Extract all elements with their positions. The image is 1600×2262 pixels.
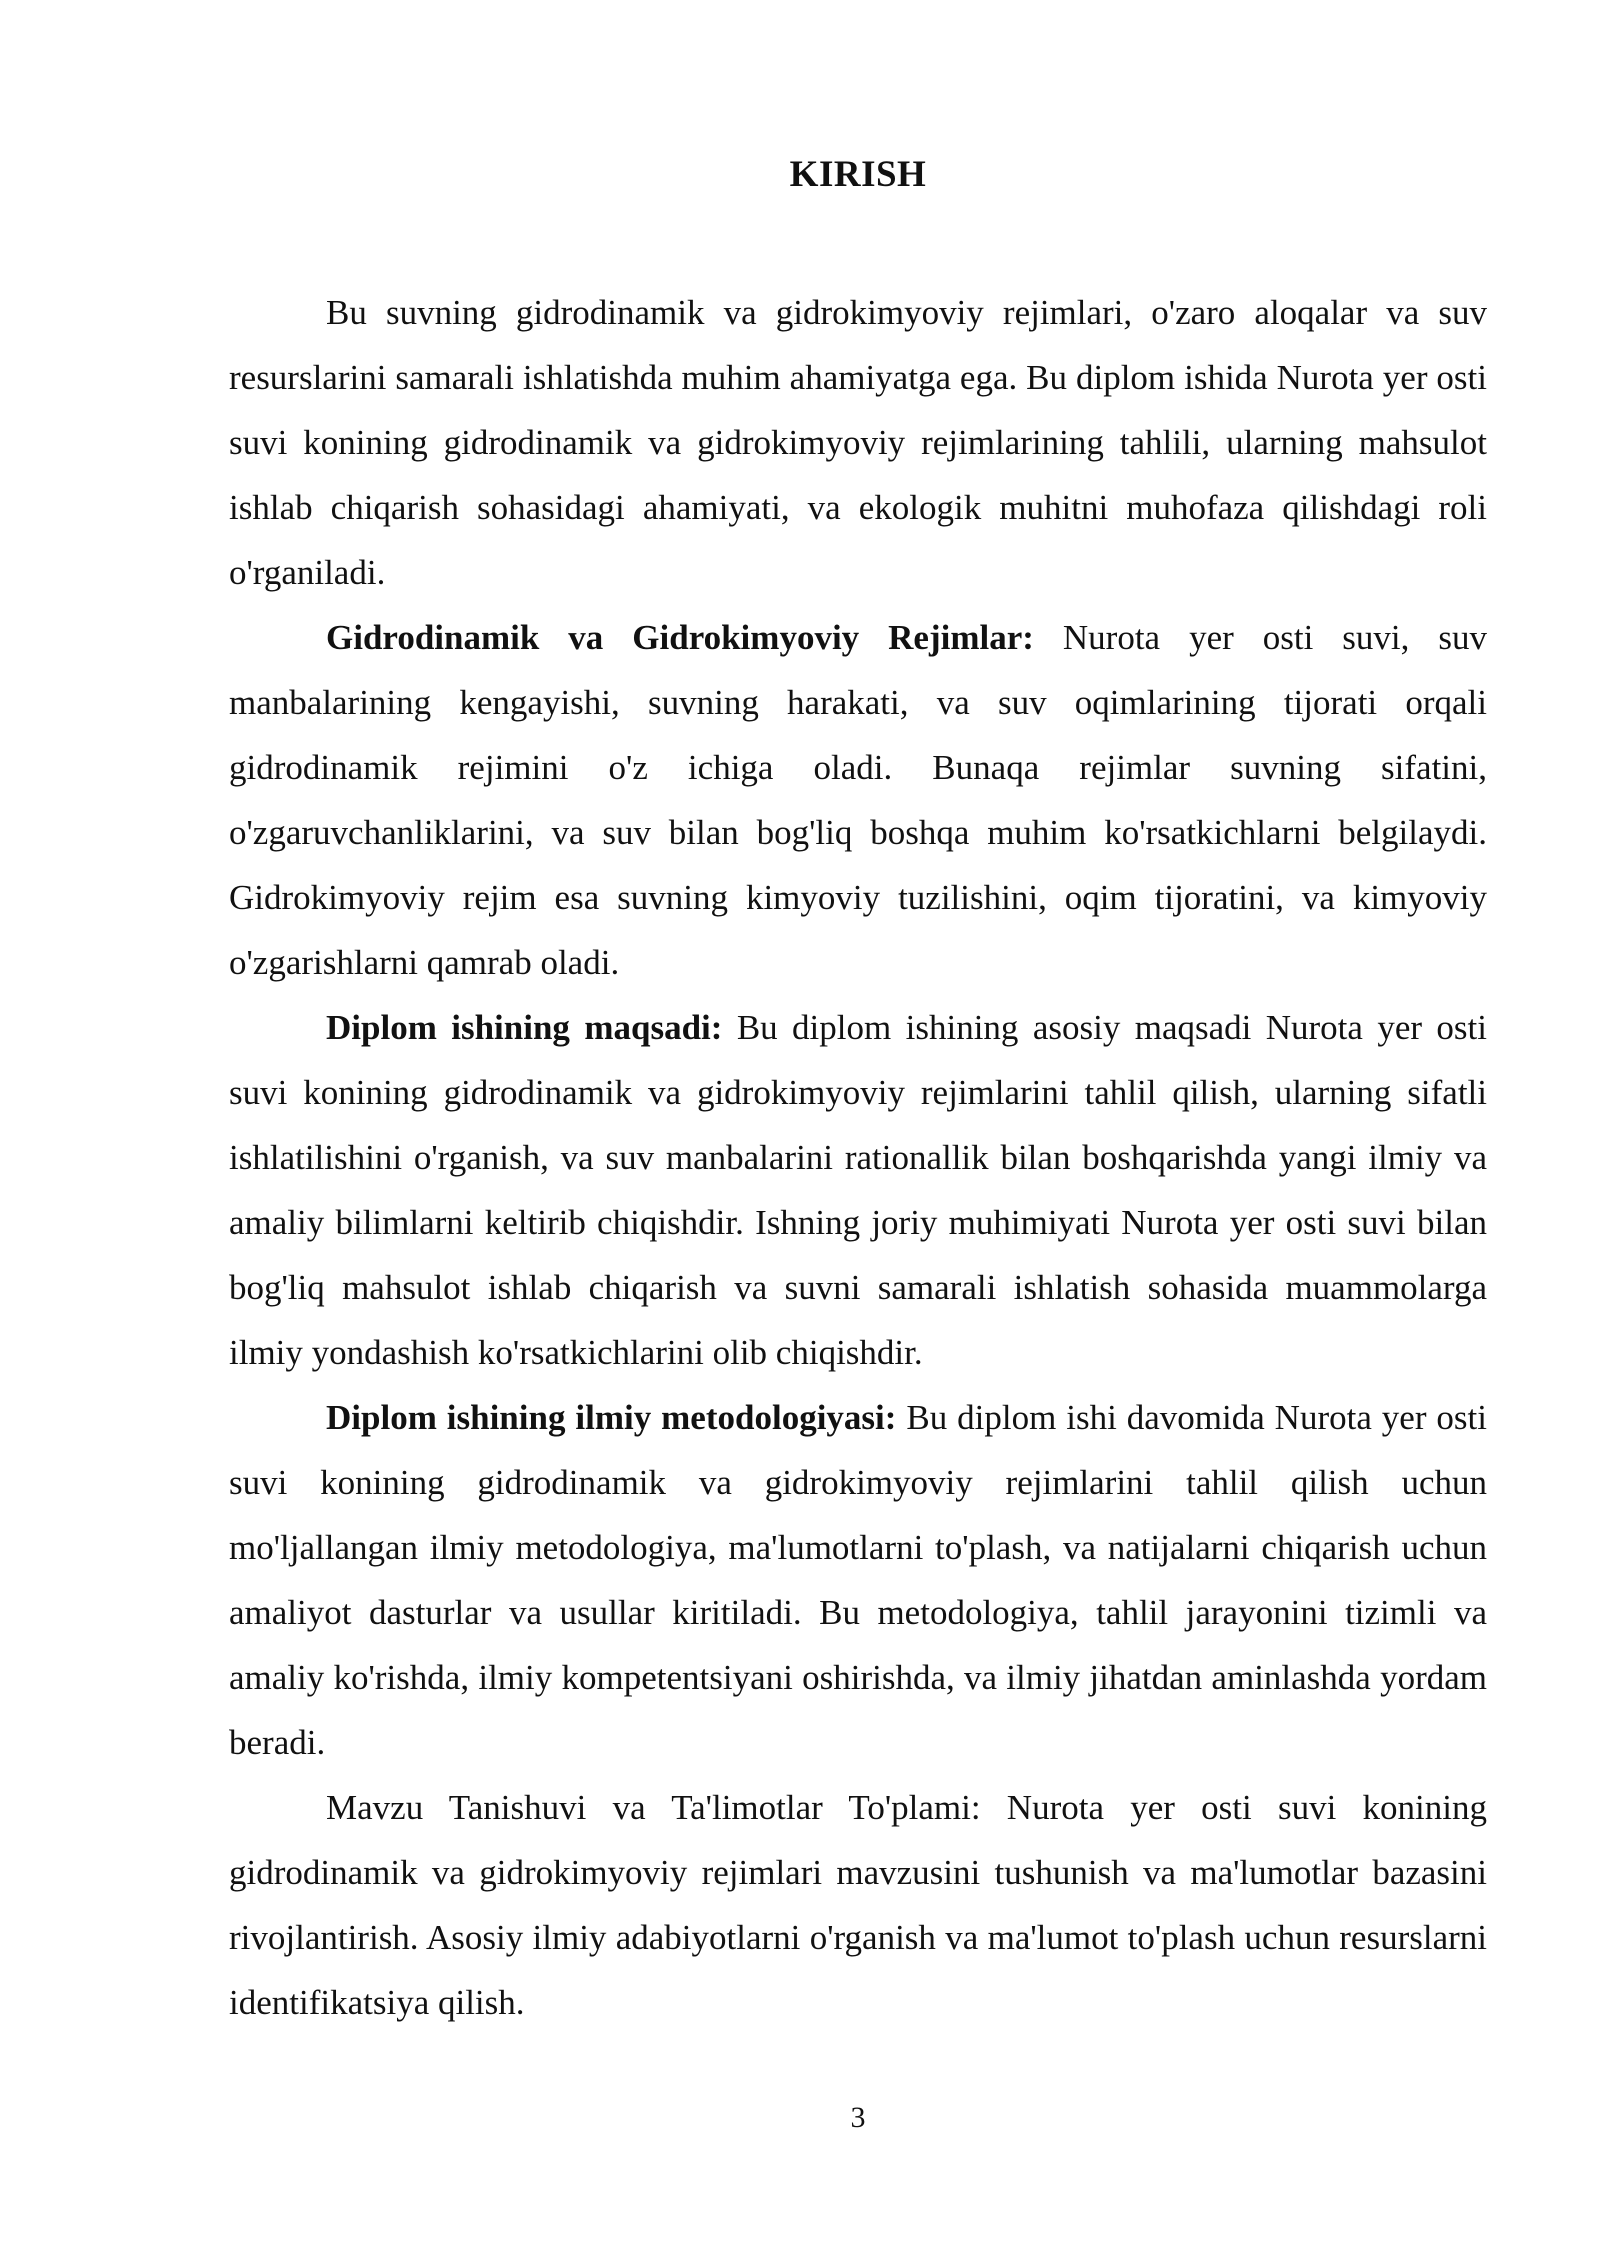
paragraph-lead: Diplom ishining ilmiy metodologiyasi: — [326, 1398, 897, 1437]
paragraph-text: Mavzu Tanishuvi va Ta'limotlar To'plami: Nurota yer osti suvi konining gidrodinamik va gidrokimyoviy rejimlari mavzusini tushunish va ma'lumotlar bazasini rivojlantirish. Asosiy ilmiy adabiyotlarni o'rganish va ma'lumot to'plash uchun resurslarni identifikatsiya qilish. — [229, 1788, 1487, 2022]
paragraph-intro — [229, 280, 1487, 605]
paragraph-topic — [229, 1775, 1487, 2035]
paragraph-text: Nurota yer osti suvi, suv manbalarining kengayishi, suvning harakati, va suv oqimlarining tijorati orqali gidrodinamik rejimini o'z ichiga oladi. Bunaqa rejimlar suvning sifatini, o'zgaruvchanliklarini, va suv bilan bog'liq boshqa muhim ko'rsatkichlarni belgilaydi. Gidrokimyoviy rejim esa suvning kimyoviy tuzilishini, oqim tijoratini, va kimyoviy o'zgarishlarni qamrab oladi. — [229, 618, 1487, 982]
paragraph-goal — [229, 995, 1487, 1385]
body-text — [229, 280, 1487, 2035]
page-title: KIRISH — [789, 154, 927, 195]
paragraph-methodology — [229, 1385, 1487, 1775]
paragraph-text: Bu diplom ishining asosiy maqsadi Nurota yer osti suvi konining gidrodinamik va gidrokimyoviy rejimlarini tahlil qilish, ularning sifatli ishlatilishini o'rganish, va suv manbalarini rationallik bilan boshqarishda yangi ilmiy va amaliy bilimlarni keltirib chiqishdir. Ishning joriy muhimiyati Nurota yer osti suvi bilan bog'liq mahsulot ishlab chiqarish va suvni samarali ishlatish sohasida muammolarga ilmiy yondashish ko'rsatkichlarini olib chiqishdir. — [229, 1008, 1487, 1372]
paragraph-text: Bu suvning gidrodinamik va gidrokimyoviy rejimlari, o'zaro aloqalar va suv resurslarini samarali ishlatishda muhim ahamiyatga ega. Bu diplom ishida Nurota yer osti suvi konining gidrodinamik va gidrokimyoviy rejimlarining tahlili, ularning mahsulot ishlab chiqarish sohasidagi ahamiyati, va ekologik muhitni muhofaza qilishdagi roli o'rganiladi. — [229, 293, 1487, 592]
page-number: 3 — [850, 2101, 866, 2134]
paragraph-lead: Gidrodinamik va Gidrokimyoviy Rejimlar: — [326, 618, 1034, 657]
paragraph-regimes — [229, 605, 1487, 995]
paragraph-text: Bu diplom ishi davomida Nurota yer osti suvi konining gidrodinamik va gidrokimyoviy rejimlarini tahlil qilish uchun mo'ljallangan ilmiy metodologiya, ma'lumotlarni to'plash, va natijalarni chiqarish uchun amaliyot dasturlar va usullar kiritiladi. Bu metodologiya, tahlil jarayonini tizimli va amaliy ko'rishda, ilmiy kompetentsiyani oshirishda, va ilmiy jihatdan aminlashda yordam beradi. — [229, 1398, 1487, 1762]
paragraph-lead: Diplom ishining maqsadi: — [326, 1008, 723, 1047]
